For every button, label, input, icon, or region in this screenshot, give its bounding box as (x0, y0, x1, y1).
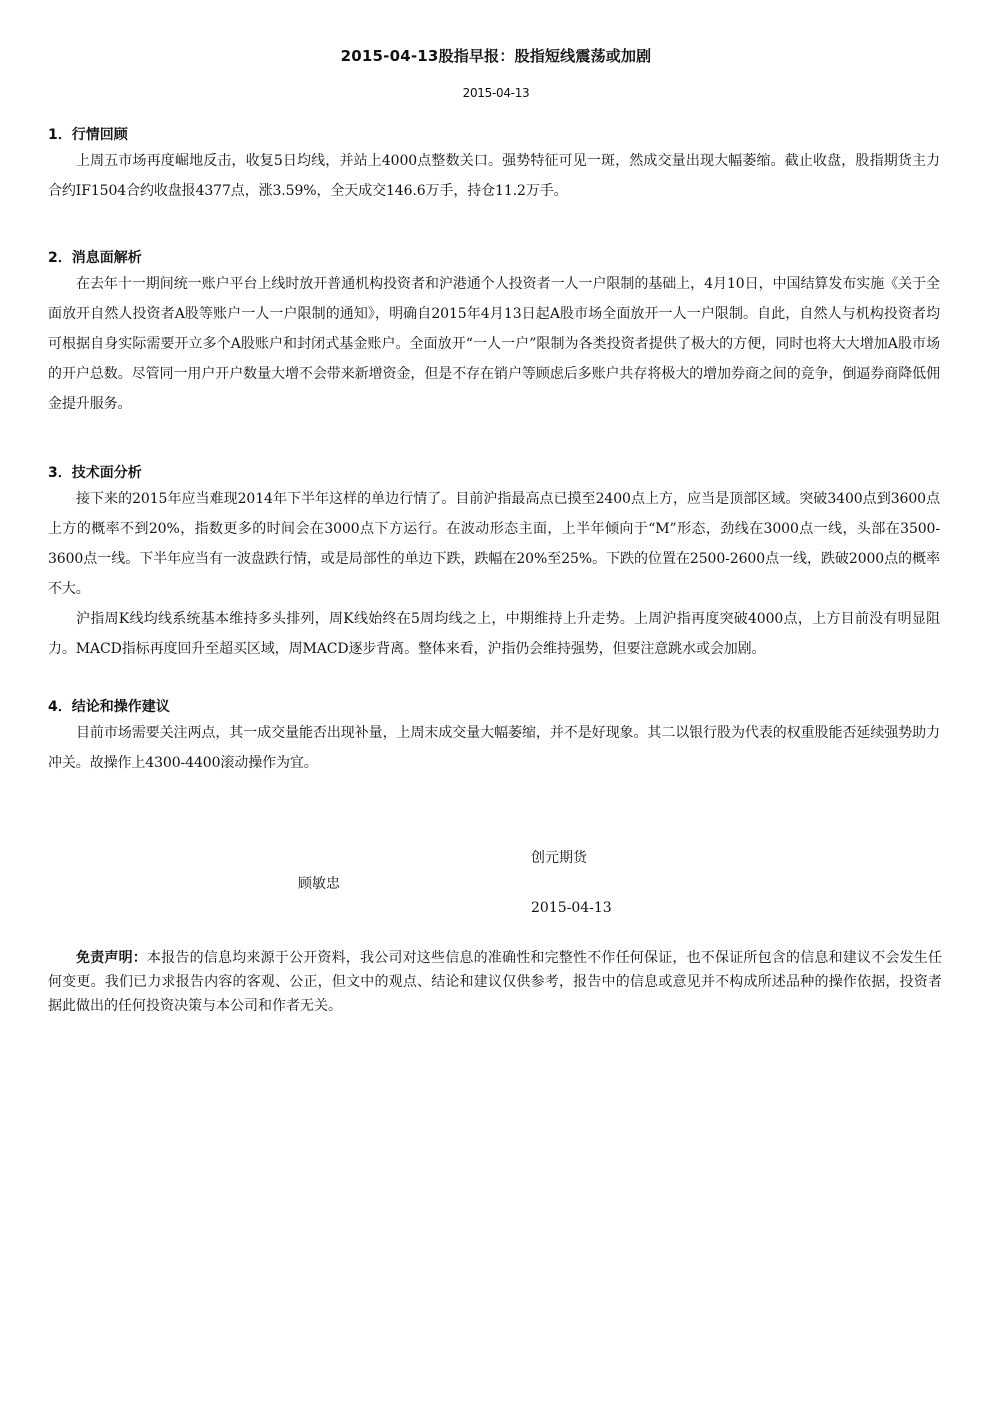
section-paragraph: 在去年十一期间统一账户平台上线时放开普通机构投资者和沪港通个人投资者一人一户限制的基础上，4月10日，中国结算发布实施《关于全面放开自然人投资者A股等账户一人一户限制的通知》，明确自2015年4月13日起A股市场全面放开一人一户限制。自此，自然人与机构投资者均可根据自身实际需要开立多个A股账户和封闭式基金账户。全面放开“一人一户”限制为各类投资者提供了极大的方便，同时也将大大增加A股市场的开户总数。尽管同一用户开户数量大增不会带来新增资金，但是不存在销户等顾虑后多账户共存将极大的增加券商之间的竞争，倒逼券商降低佣金提升服务。 (48, 276, 940, 412)
signature-company: 创元期货 (531, 850, 587, 866)
section-technical-analysis (48, 462, 940, 664)
disclaimer (48, 946, 942, 1018)
disclaimer-label: 免责声明： (76, 950, 147, 966)
signature-author: 顾敏忠 (298, 876, 340, 892)
disclaimer-text: 本报告的信息均来源于公开资料，我公司对这些信息的准确性和完整性不作任何保证，也不保证所包含的信息和建议不会发生任何变更。我们已力求报告内容的客观、公正，但文中的观点、结论和建议仅供参考，报告中的信息或意见并不构成所述品种的操作依据，投资者据此做出的任何投资决策与本公司和作者无关。 (48, 950, 942, 1014)
signature-date: 2015-04-13 (531, 900, 612, 916)
section-conclusion (48, 696, 940, 778)
section-heading: 4．结论和操作建议 (48, 699, 170, 715)
section-news-analysis (48, 247, 940, 419)
page-title: 2015-04-13股指早报：股指短线震荡或加剧 (340, 47, 652, 65)
section-paragraph: 接下来的2015年应当难现2014年下半年这样的单边行情了。目前沪指最高点已摸至2400点上方，应当是顶部区域。突破3400点到3600点上方的概率不到20%，指数更多的时间会在3000点下方运行。在波动形态主面，上半年倾向于“M”形态，劲线在3000点一线，头部在3500-3600点一线。下半年应当有一波盘跌行情，或是局部性的单边下跌，跌幅在20%至25%。下跌的位置在2500-2600点一线，跌破2000点的概率不大。 (48, 491, 940, 597)
section-paragraph: 上周五市场再度崛地反击，收复5日均线，并站上4000点整数关口。强势特征可见一斑，然成交量出现大幅萎缩。截止收盘，股指期货主力合约IF1504合约收盘报4377点，涨3.59%，全天成交146.6万手，持仓11.2万手。 (48, 153, 940, 199)
section-heading: 1．行情回顾 (48, 127, 128, 143)
section-paragraph: 沪指周K线均线系统基本维持多头排列，周K线始终在5周均线之上，中期维持上升走势。上周沪指再度突破4000点，上方目前没有明显阻力。MACD指标再度回升至超买区域，周MACD逐步背离。整体来看，沪指仍会维持强势，但要注意跳水或会加剧。 (48, 611, 940, 657)
section-paragraph: 目前市场需要关注两点，其一成交量能否出现补量，上周末成交量大幅萎缩，并不是好现象。其二以银行股为代表的权重股能否延续强势助力冲关。故操作上4300-4400滚动操作为宜。 (48, 725, 940, 771)
report-date: 2015-04-13 (462, 86, 530, 100)
section-heading: 3．技术面分析 (48, 465, 142, 481)
section-heading: 2．消息面解析 (48, 250, 142, 266)
section-market-review (48, 124, 940, 206)
